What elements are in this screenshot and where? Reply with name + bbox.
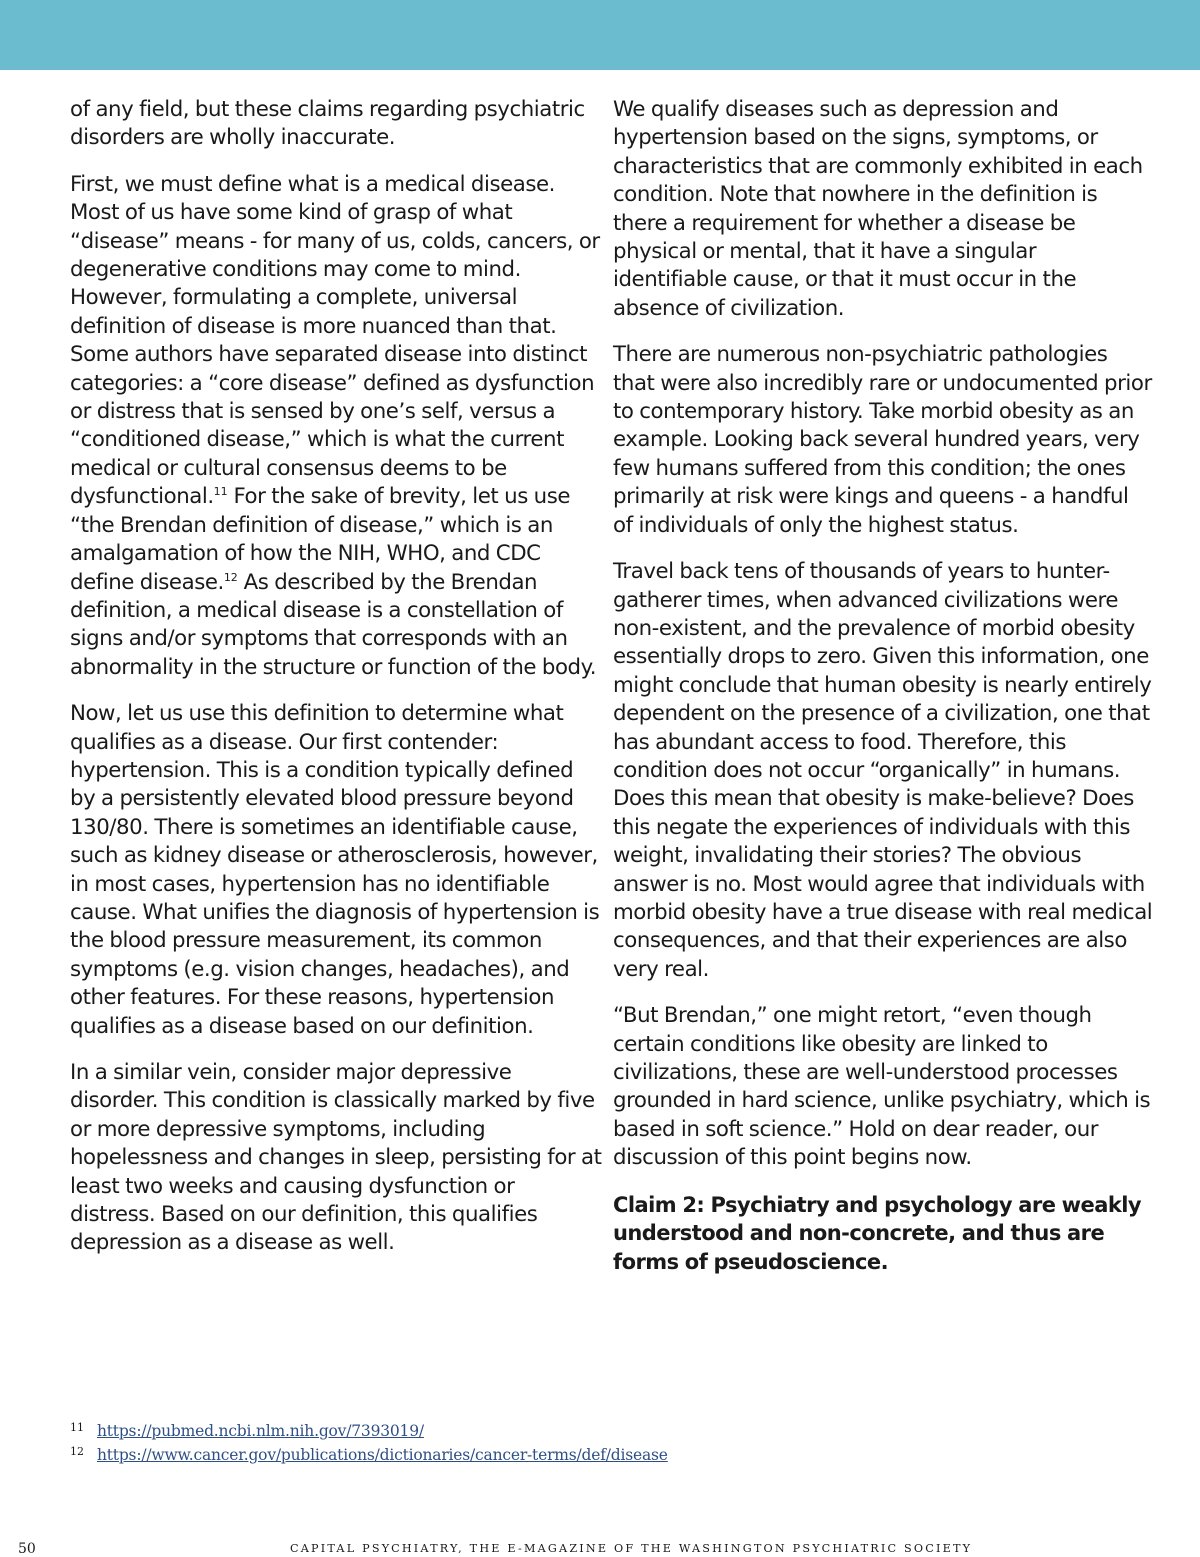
running-footer-title: CAPITAL PSYCHIATRY, THE E-MAGAZINE OF THE WASHINGTON PSYCHIATRIC SOCIETY [290,1542,973,1555]
paragraph-hunter-gatherer: Travel back tens of thousands of years to hunter-gatherer times, when advanced civilizations were non-existent, and the prevalence of morbid obesity essentially drops to zero. Given this information, one might conclude that human obesity is nearly entirely dependent on the presence of a civilization, one that has abundant access to food. Therefore, this condition does not occur “organically” in humans. Does this mean that obesity is make-believe? Does this negate the experiences of individuals with this weight, invalidating their stories? The obvious answer is no. Most would agree that individuals with morbid obesity have a true disease with real medical consequences, and that their experiences are also very real. [613,559,1153,982]
footnote-ref-11[interactable]: 11 [213,485,228,499]
left-column [70,96,602,1276]
paragraph: of any field, but these claims regarding psychiatric disorders are wholly inaccurate. [70,97,585,151]
footnote-11 [70,1420,668,1444]
footnote-link[interactable]: https://pubmed.ncbi.nlm.nih.gov/7393019/ [97,1422,424,1440]
page-number: 50 [18,1541,36,1557]
paragraph-hypertension: Now, let us use this definition to determine what qualifies as a disease. Our first contender: hypertension. This is a condition typically defined by a persistently elevated blood pressure beyond 130/80. There is sometimes an identifiable cause, such as kidney disease or atherosclerosis, however, in most cases, hypertension has no identifiable cause. What unifies the diagnosis of hypertension is the blood pressure measurement, its common symptoms (e.g. vision changes, headaches), and other features. For these reasons, hypertension qualifies as a disease based on our definition. [70,701,600,1039]
paragraph-depression: In a similar vein, consider major depressive disorder. This condition is classically marked by five or more depressive symptoms, including hopelessness and changes in sleep, persisting for at least two weeks and causing dysfunction or distress. Based on our definition, this qualifies depression as a disease as well. [70,1060,602,1256]
footnote-number: 12 [70,1445,84,1458]
footnote-number: 11 [70,1421,84,1434]
paragraph: We qualify diseases such as depression and hypertension based on the signs, symptoms, or characteristics that are commonly exhibited in each condition. Note that nowhere in the definition is there a requirement for whether a disease be physical or mental, that it have a singular identifiable cause, or that it must occur in the absence of civilization. [613,97,1143,321]
paragraph-retort: “But Brendan,” one might retort, “even though certain conditions like obesity are linked to civilizations, these are well-understood processes grounded in hard science, unlike psychiatry, which is based in soft science.” Hold on dear reader, our discussion of this point begins now. [613,1003,1151,1171]
footnotes [70,1420,668,1468]
paragraph-text: First, we must define what is a medical disease. Most of us have some kind of grasp of what “disease” means - for many of us, colds, cancers, or degenerative conditions may come to mind. However, formulating a complete, universal definition of disease is more nuanced than that. Some authors have separated disease into distinct categories: a “core disease” defined as dysfunction or distress that is sensed by one’s self, versus a “conditioned disease,” which is what the current medical or cultural consensus deems to be dysfunctional. [70,171,600,510]
paragraph-text: For the sake of brevity, let us use “the Brendan definition of disease,” which is an amalgamation of how the NIH, WHO, and CDC define disease. [70,484,571,595]
right-column [613,96,1153,1276]
footnote-12 [70,1444,668,1468]
paragraph-text: As described by the Brendan definition, a medical disease is a constellation of signs and/or symptoms that corresponds with an abnormality in the structure or function of the body. [70,569,597,680]
footnote-ref-12[interactable]: 12 [223,570,238,584]
claim-heading: Claim 2: Psychiatry and psychology are weakly understood and non-concrete, and thus are forms of pseudoscience. [613,1192,1142,1274]
footnote-link[interactable]: https://www.cancer.gov/publications/dictionaries/cancer-terms/def/disease [97,1446,668,1464]
paragraph-disease-definition [70,171,602,682]
paragraph-obesity-history: There are numerous non-psychiatric pathologies that were also incredibly rare or undocumented prior to contemporary history. Take morbid obesity as an example. Looking back several hundred years, very few humans suffered from this condition; the ones primarily at risk were kings and queens - a handful of individuals of only the highest status. [613,342,1152,538]
header-color-band [0,0,1200,70]
